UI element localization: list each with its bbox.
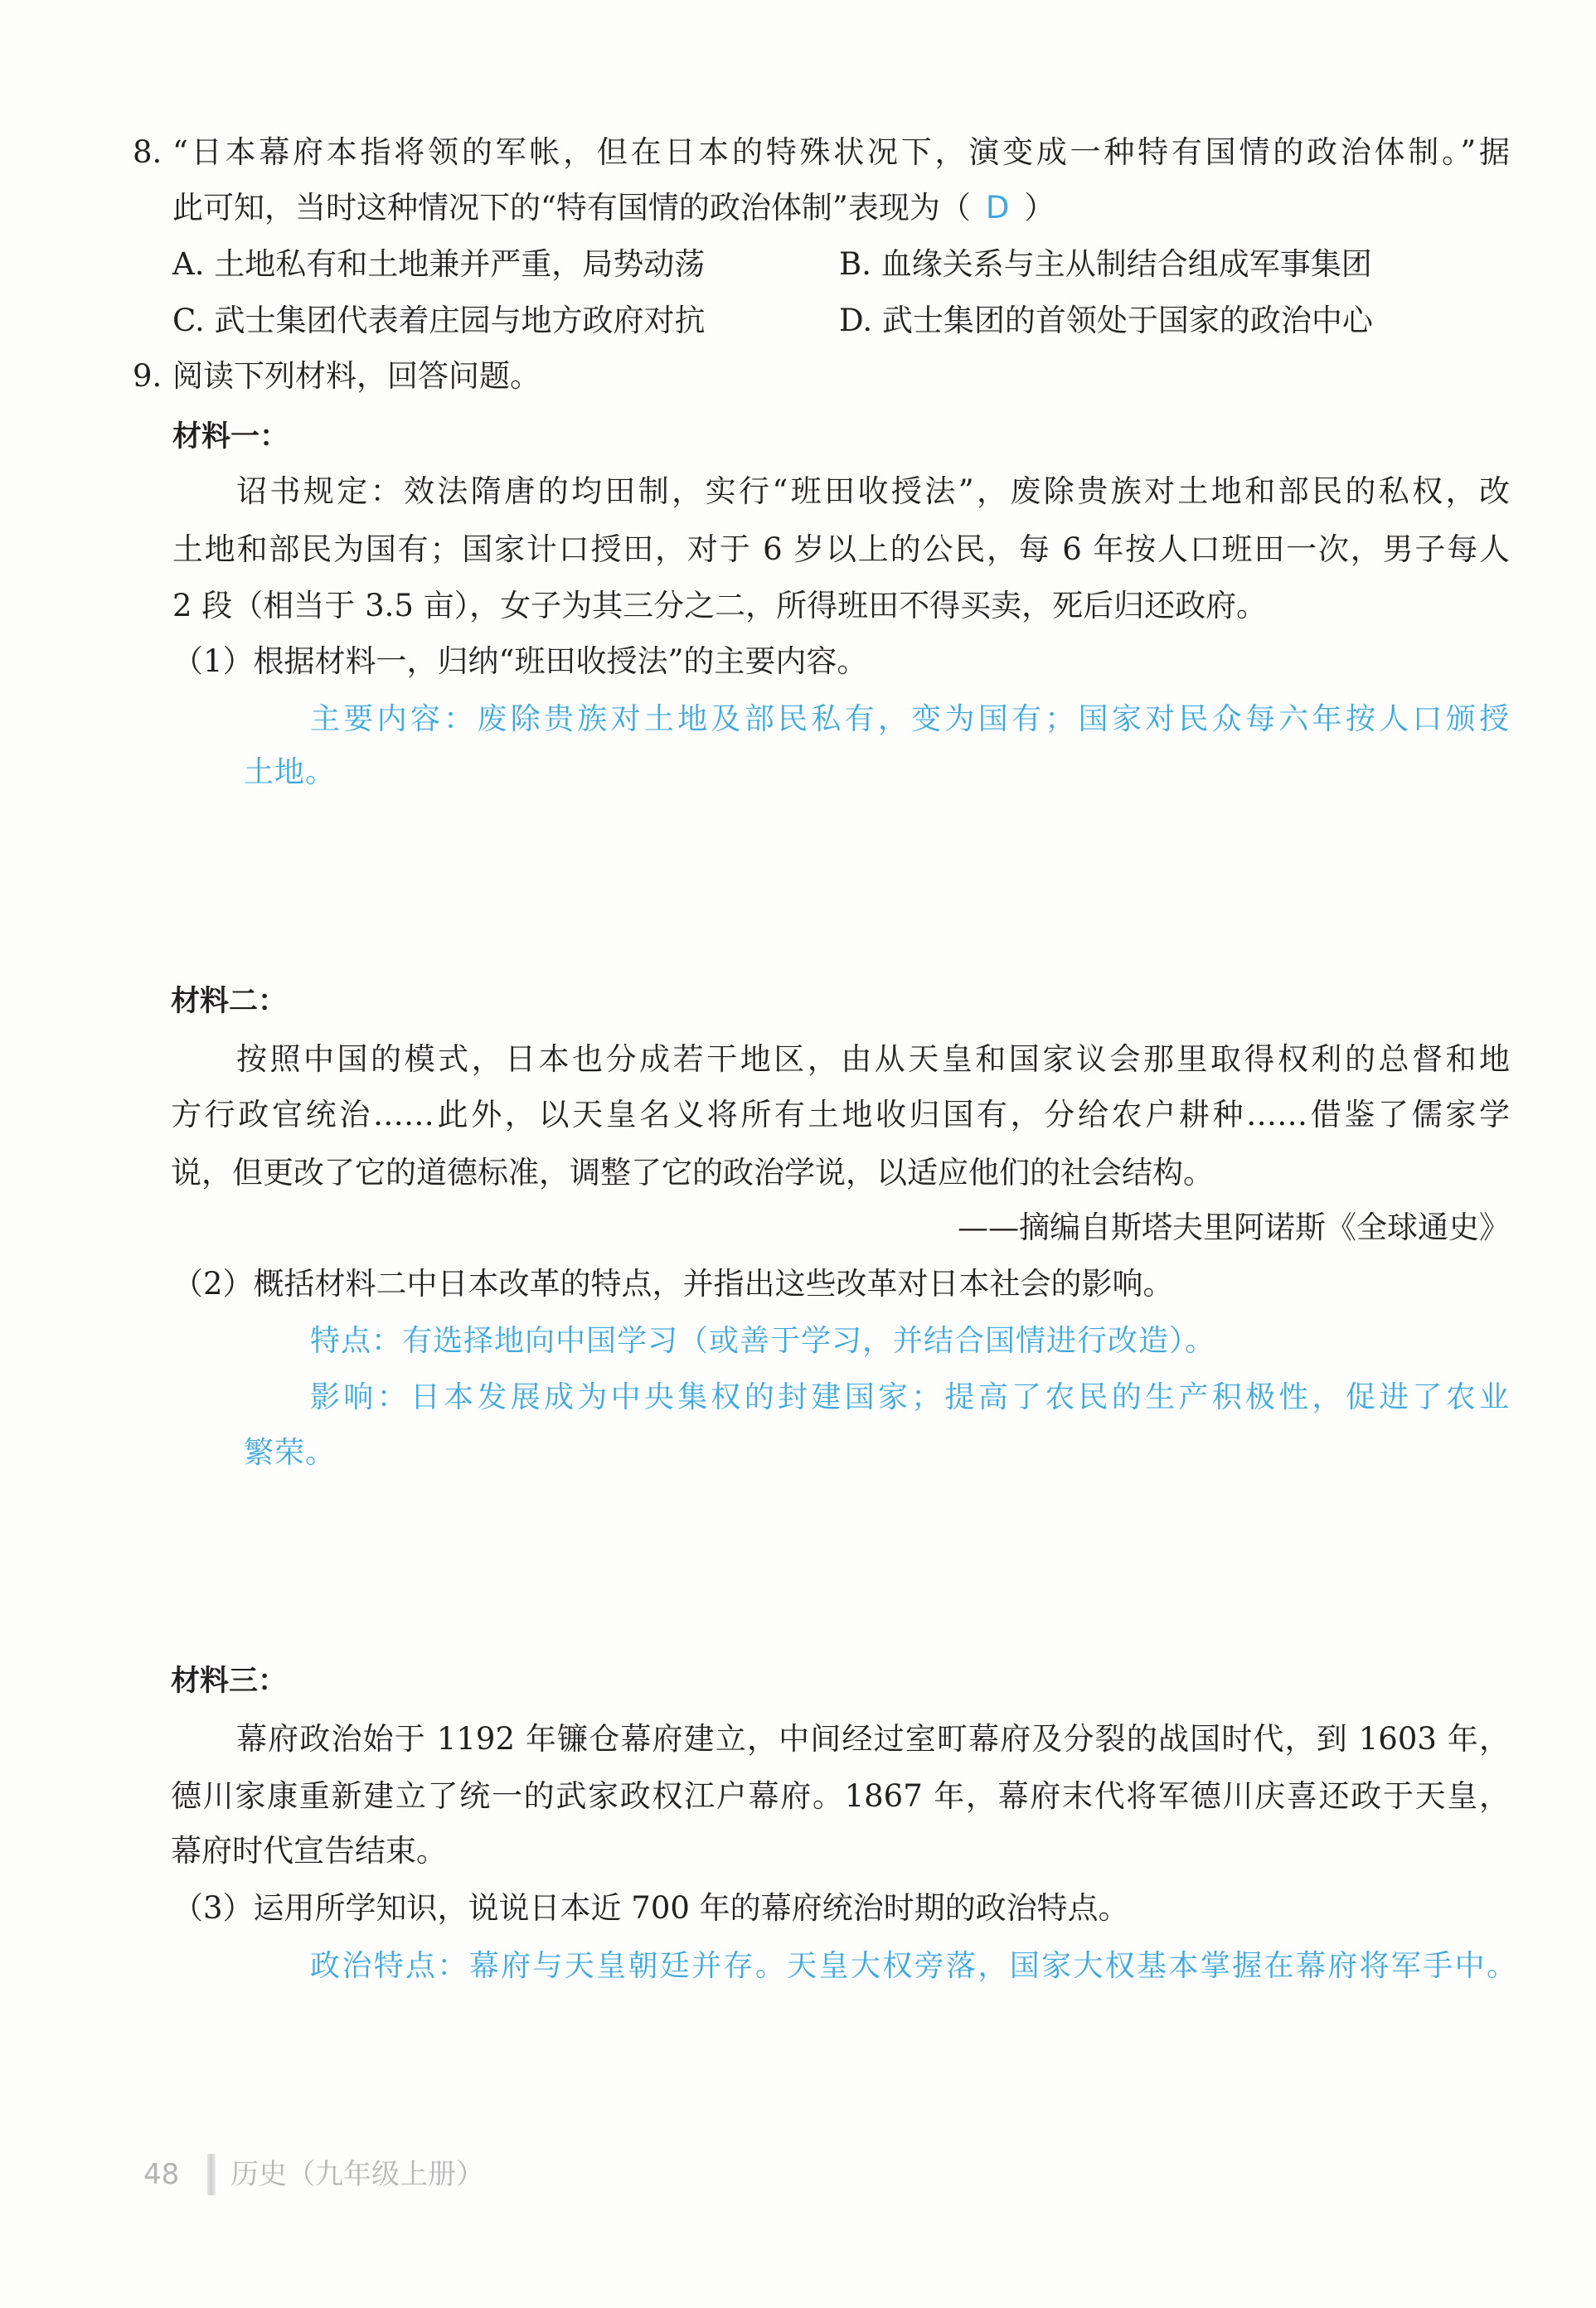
option-b: B. 血缘关系与主从制结合组成军事集团	[839, 246, 1372, 282]
material-line: 方行政官统治……此外，以天皇名义将所有土地收归国有，分给农户耕种……借鉴了儒家学	[171, 1097, 1510, 1132]
question-stem-line: “日本幕府本指将领的军帐，但在日本的特殊状况下，演变成一种特有国情的政治体制。”据	[172, 134, 1510, 170]
answer-line: 影响：日本发展成为中央集权的封建国家；提高了农民的生产积极性，促进了农业	[310, 1380, 1510, 1414]
material-title: 材料一：	[172, 420, 289, 453]
answer-line: 特点：有选择地向中国学习（或善于学习，并结合国情进行改造）。	[310, 1324, 1216, 1358]
material-line: 德川家康重新建立了统一的武家政权江户幕府。1867 年，幕府末代将军德川庆喜还政于天皇，	[171, 1778, 1510, 1814]
material-line: 幕府政治始于 1192 年镰仓幕府建立，中间经过室町幕府及分裂的战国时代，到 1603 年，	[236, 1721, 1510, 1757]
question-number: 9.	[133, 358, 163, 394]
answer-line: 繁荣。	[244, 1436, 337, 1470]
book-title: 历史（九年级上册）	[230, 2158, 484, 2191]
option-a: A. 土地私有和土地兼并严重，局势动荡	[172, 246, 706, 282]
option-c: C. 武士集团代表着庄园与地方政府对抗	[172, 303, 706, 338]
material-line: 幕府时代宣告结束。	[171, 1833, 447, 1869]
question-stem-line	[172, 190, 1510, 226]
sub-question-prompt: （1）根据材料一，归纳“班田收授法”的主要内容。	[172, 643, 868, 679]
question-stem-text: 此可知，当时这种情况下的“特有国情的政治体制”表现为（	[172, 190, 971, 225]
question-number: 8.	[133, 134, 163, 170]
answer-line: 主要内容：废除贵族对土地及部民私有，变为国有；国家对民众每六年按人口颁授	[310, 702, 1510, 736]
material-line: 按照中国的模式，日本也分成若干地区，由从天皇和国家议会那里取得权利的总督和地	[236, 1041, 1510, 1077]
question-stem-close: ）	[1024, 190, 1055, 225]
material-title: 材料二：	[171, 985, 288, 1018]
material-source: ——摘编自斯塔夫里阿诺斯《全球通史》	[958, 1210, 1510, 1245]
material-line: 诏书规定：效法隋唐的均田制，实行“班田收授法”，废除贵族对土地和部民的私权，改	[236, 473, 1510, 509]
page-number: 48	[143, 2158, 180, 2191]
answer-line: 土地。	[244, 755, 337, 789]
material-title: 材料三：	[171, 1665, 288, 1698]
material-line: 说，但更改了它的道德标准，调整了它的政治学说，以适应他们的社会结构。	[171, 1155, 1214, 1190]
material-line: 2 段（相当于 3.5 亩），女子为其三分之二，所得班田不得买卖，死后归还政府。	[172, 588, 1268, 623]
material-line: 土地和部民为国有；国家计口授田，对于 6 岁以上的公民，每 6 年按人口班田一次，男子每人	[172, 531, 1510, 567]
option-d: D. 武士集团的首领处于国家的政治中心	[839, 303, 1373, 338]
answer-line: 政治特点：幕府与天皇朝廷并存。天皇大权旁落，国家大权基本掌握在幕府将军手中。	[310, 1949, 1517, 1983]
answer-choice: D	[985, 190, 1010, 225]
sub-question-prompt: （2）概括材料二中日本改革的特点，并指出这些改革对日本社会的影响。	[172, 1266, 1174, 1302]
sub-question-prompt: （3）运用所学知识，说说日本近 700 年的幕府统治时期的政治特点。	[172, 1890, 1129, 1926]
question-prompt: 阅读下列材料，回答问题。	[172, 358, 541, 394]
footer-divider	[207, 2154, 216, 2195]
